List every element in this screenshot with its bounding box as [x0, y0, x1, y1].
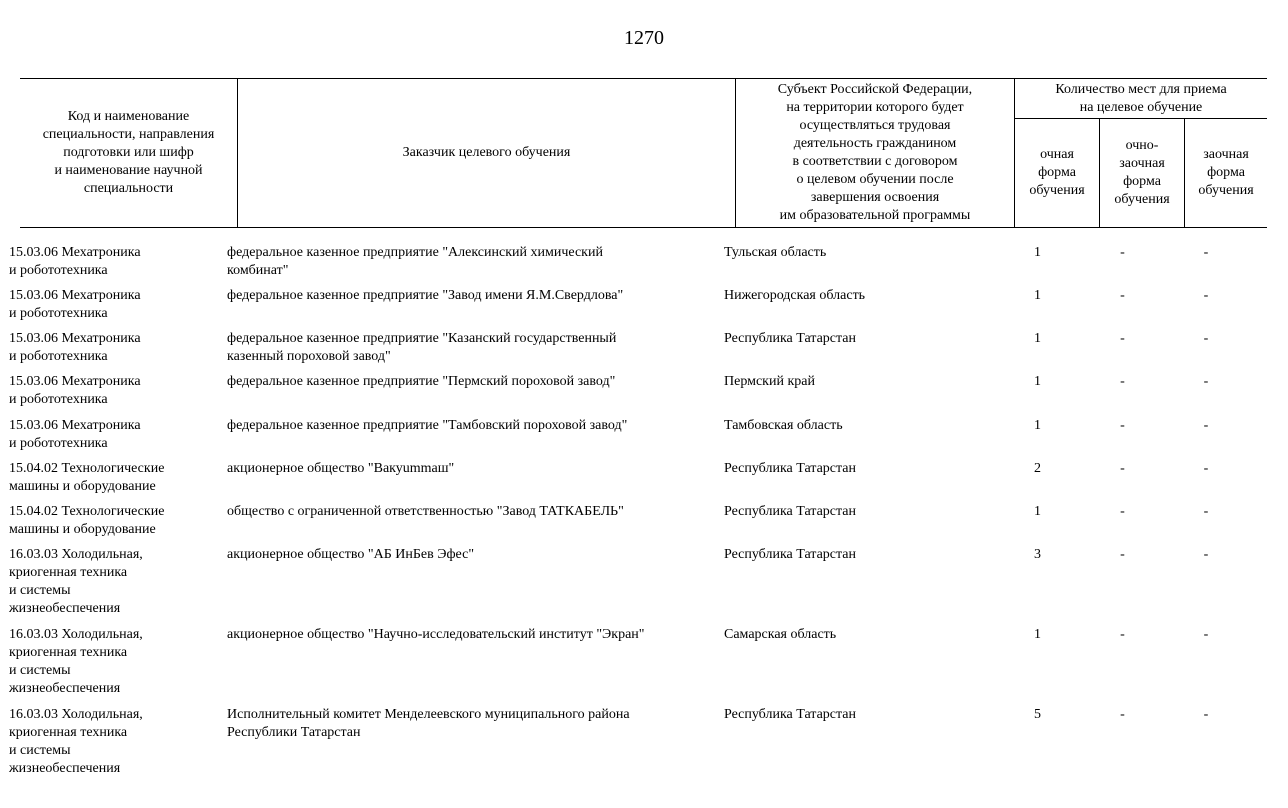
row-full-time: 1: [1034, 288, 1041, 303]
header-extramural: заочная форма обучения: [1198, 147, 1254, 198]
row-part-time: -: [1120, 707, 1125, 722]
header-customer: Заказчик целевого обучения: [238, 79, 736, 227]
header-full-time: очная форма обучения: [1015, 119, 1100, 227]
row-code: 16.03.03 Холодильная, криогенная техника и системы жизнеобеспечения: [9, 707, 143, 776]
row-code: 15.03.06 Мехатроника и робототехника: [9, 245, 141, 278]
row-region: Тамбовская область: [724, 418, 843, 433]
row-full-time: 2: [1034, 461, 1041, 476]
target-training-table: [20, 78, 1267, 228]
row-full-time: 1: [1034, 245, 1041, 260]
row-full-time: 1: [1034, 504, 1041, 519]
table-row: [0, 244, 1247, 280]
row-customer: федеральное казенное предприятие "Пермский пороховой завод": [227, 374, 616, 389]
row-extramural: -: [1203, 707, 1209, 722]
row-code: 15.04.02 Технологические машины и оборудование: [9, 504, 165, 537]
row-code: 15.03.06 Мехатроника и робототехника: [9, 418, 141, 451]
row-full-time: 3: [1034, 547, 1041, 562]
table-row: [0, 546, 1247, 618]
row-extramural: -: [1203, 374, 1209, 389]
row-extramural: -: [1203, 331, 1209, 346]
row-part-time: -: [1120, 245, 1125, 260]
row-part-time: -: [1120, 331, 1125, 346]
row-part-time: -: [1120, 547, 1125, 562]
table-row: [0, 287, 1247, 323]
row-code: 15.03.06 Мехатроника и робототехника: [9, 374, 141, 407]
row-code: 16.03.03 Холодильная, криогенная техника и системы жизнеобеспечения: [9, 547, 143, 616]
row-part-time: -: [1120, 418, 1125, 433]
row-part-time: -: [1120, 288, 1125, 303]
row-full-time: 1: [1034, 627, 1041, 642]
row-region: Республика Татарстан: [724, 461, 857, 476]
row-customer: акционерное общество "Научно-исследовательский институт "Экран": [227, 627, 645, 642]
table-row: [0, 626, 1247, 698]
header-part-time: очно- заочная форма обучения: [1100, 119, 1185, 227]
row-customer: акционерное общество "Вакуummаш": [227, 461, 455, 476]
header-code: Код и наименование специальности, направления подготовки или шифр и наименование научной специальности: [20, 79, 238, 227]
table-row: [0, 460, 1247, 496]
row-extramural: -: [1203, 504, 1209, 519]
row-full-time: 1: [1034, 418, 1041, 433]
row-full-time: 1: [1034, 374, 1041, 389]
header-region: Субъект Российской Федерации, на территории которого будет осуществляться трудовая деятельность гражданином в соответствии с договором о целевом обучении после завершения освоения им образовательной программы: [736, 79, 1015, 227]
row-extramural: -: [1203, 288, 1209, 303]
table-row: [0, 417, 1247, 453]
row-extramural: -: [1203, 418, 1209, 433]
row-extramural: -: [1203, 245, 1209, 260]
row-part-time: -: [1120, 461, 1125, 476]
header-places: Количество мест для приема на целевое обучение: [1015, 79, 1267, 119]
table-row: [0, 706, 1247, 778]
page-number: 1270: [624, 27, 664, 49]
row-customer: федеральное казенное предприятие "Казанский государственный казенный пороховой завод": [227, 331, 617, 364]
row-customer: Исполнительный комитет Менделеевского муниципального района Республики Татарстан: [227, 707, 630, 740]
header-places-group: [1015, 79, 1267, 227]
row-part-time: -: [1120, 504, 1125, 519]
row-extramural: -: [1203, 547, 1209, 562]
table-row: [0, 330, 1247, 366]
row-region: Республика Татарстан: [724, 707, 857, 722]
row-region: Нижегородская область: [724, 288, 866, 303]
row-customer: общество с ограниченной ответственностью "Завод ТАТКАБЕЛЬ": [227, 504, 624, 519]
row-customer: акционерное общество "АБ ИнБев Эфес": [227, 547, 475, 562]
row-region: Республика Татарстан: [724, 547, 857, 562]
row-region: Республика Татарстан: [724, 504, 857, 519]
row-code: 16.03.03 Холодильная, криогенная техника и системы жизнеобеспечения: [9, 627, 143, 696]
table-header: [20, 79, 1267, 228]
row-full-time: 1: [1034, 331, 1041, 346]
row-region: Пермский край: [724, 374, 815, 389]
table-row: [0, 503, 1247, 539]
row-region: Тульская область: [724, 245, 827, 260]
header-places-subcolumns: [1015, 119, 1267, 227]
row-customer: федеральное казенное предприятие "Завод имени Я.М.Свердлова": [227, 288, 624, 303]
table-row: [0, 373, 1247, 409]
row-customer: федеральное казенное предприятие "Алексинский химический комбинат": [227, 245, 603, 278]
row-extramural: -: [1203, 461, 1209, 476]
row-code: 15.03.06 Мехатроника и робототехника: [9, 288, 141, 321]
row-part-time: -: [1120, 374, 1125, 389]
row-region: Республика Татарстан: [724, 331, 857, 346]
row-part-time: -: [1120, 627, 1125, 642]
row-region: Самарская область: [724, 627, 837, 642]
row-extramural: -: [1203, 627, 1209, 642]
row-code: 15.03.06 Мехатроника и робототехника: [9, 331, 141, 364]
row-code: 15.04.02 Технологические машины и оборудование: [9, 461, 165, 494]
row-customer: федеральное казенное предприятие "Тамбовский пороховой завод": [227, 418, 628, 433]
row-full-time: 5: [1034, 707, 1041, 722]
